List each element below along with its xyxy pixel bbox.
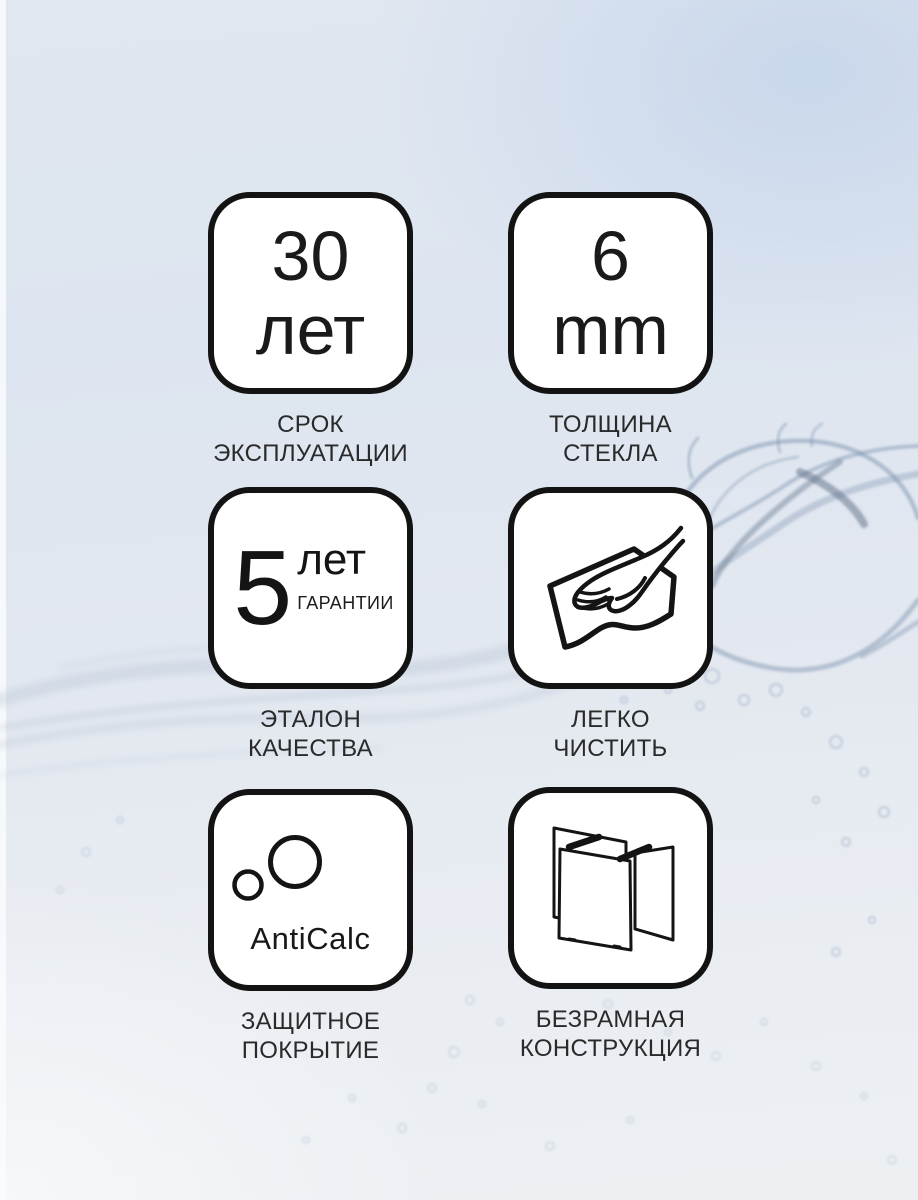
glass-thickness-badge: [508, 192, 713, 394]
warranty-unit: лет: [297, 535, 367, 584]
frameless-badge: [508, 787, 713, 989]
service-life-unit: лет: [255, 291, 366, 369]
easy-clean-badge: [508, 487, 713, 689]
feature-service-life: [208, 192, 413, 468]
page-left-edge-highlight: [0, 0, 6, 1200]
glass-thickness-caption: [508, 410, 713, 468]
caption-line: ТОЛЩИНА: [549, 411, 672, 438]
caption-line: СРОК: [277, 411, 344, 438]
feature-easy-clean: [508, 487, 713, 763]
anticalc-content: [216, 829, 406, 955]
caption-line: ЗАЩИТНОЕ: [240, 1008, 381, 1035]
anticalc-caption: [208, 1007, 413, 1065]
frameless-caption: [508, 1005, 713, 1063]
service-life-caption: [208, 410, 413, 468]
caption-line: ЛЕГКО: [571, 706, 650, 733]
glass-thickness-number: 6: [591, 217, 630, 295]
warranty-value: [227, 529, 394, 647]
warranty-badge: [208, 487, 413, 689]
caption-line: СТЕКЛА: [563, 440, 658, 467]
caption-line: КОНСТРУКЦИЯ: [519, 1035, 702, 1062]
warranty-number: 5: [233, 529, 293, 647]
warranty-unit-block: [297, 535, 394, 613]
feature-anticalc: [208, 789, 413, 1065]
glass-panels-icon: [536, 816, 686, 961]
glass-thickness-unit: mm: [552, 291, 669, 369]
anticalc-badge: [208, 789, 413, 991]
service-life-badge: [208, 192, 413, 394]
anticalc-label: AntiCalc: [250, 921, 371, 956]
warranty-sublabel: ГАРАНТИИ: [297, 593, 394, 613]
caption-line: КАЧЕСТВА: [248, 735, 373, 762]
feature-frameless: [508, 787, 713, 1063]
bubbles-icon: [216, 829, 406, 909]
easy-clean-caption: [508, 705, 713, 763]
service-life-number: 30: [271, 217, 350, 295]
caption-line: ЭКСПЛУАТАЦИИ: [213, 440, 408, 467]
service-life-value: [256, 219, 366, 367]
warranty-caption: [208, 705, 413, 763]
glass-thickness-value: [552, 219, 669, 367]
caption-line: ЭТАЛОН: [259, 706, 362, 733]
feature-warranty: [208, 487, 413, 763]
hand-wipe-icon: [530, 518, 692, 658]
caption-line: ПОКРЫТИЕ: [241, 1037, 380, 1064]
caption-line: БЕЗРАМНАЯ: [535, 1006, 686, 1033]
caption-line: ЧИСТИТЬ: [553, 735, 668, 762]
feature-glass-thickness: [508, 192, 713, 468]
